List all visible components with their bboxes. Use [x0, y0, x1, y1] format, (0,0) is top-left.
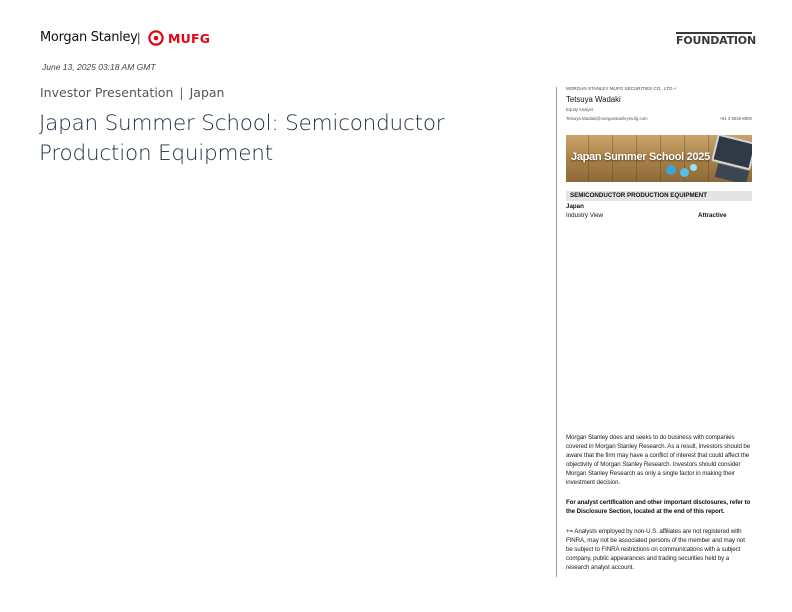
report-region: Japan: [189, 85, 225, 100]
disclosure-finra: += Analysts employed by non-U.S. affiliates are not registered with FINRA, may not be associated persons of the member and may not be subject to FINRA restrictions on communications with a subject company, public appearances and trading securities held by a research analyst account.: [566, 528, 745, 571]
mufg-logo-text: MUFG: [168, 31, 211, 46]
doc-type: Investor Presentation: [40, 85, 174, 100]
foundation-badge: [676, 32, 756, 47]
coverage-region: Japan: [566, 203, 584, 210]
report-title: Japan Summer School: Semiconductor Production Equipment: [39, 111, 445, 166]
logo-separator: |: [137, 30, 141, 45]
coverage-sector: SEMICONDUCTOR PRODUCTION EQUIPMENT: [566, 191, 752, 201]
analyst-email[interactable]: Tetsuya.Wadaki@morganstanleymufg.com: [566, 116, 648, 121]
analyst-role: Equity Analyst: [566, 107, 593, 112]
summer-school-banner: [566, 135, 752, 182]
mufg-logo-icon: [148, 30, 164, 46]
disclosure-certification: For analyst certification and other important disclosures, refer to the Disclosure Section, located at the end of this report.: [566, 499, 751, 515]
foundation-label: FOUNDATION: [676, 34, 756, 47]
industry-view-value: Attractive: [698, 212, 727, 219]
analyst-phone: +81 3 6836-8890: [719, 116, 752, 121]
analyst-name: Tetsuya Wadaki: [566, 95, 621, 104]
industry-view-label: Industry View: [566, 212, 604, 219]
disclosure-conflict: Morgan Stanley does and seeks to do business with companies covered in Morgan Stanley Research. As a result, investors should be aware that the firm may have a conflict of interest that could affect the objectivity of Morgan Stanley Research. Investors should consider Morgan Stanley Research as only a single factor in making their investment decision.: [566, 434, 751, 486]
report-kicker: [40, 85, 224, 100]
kicker-separator: |: [179, 85, 184, 100]
analyst-firm: MORGAN STANLEY MUFG SECURITIES CO., LTD.+: [566, 86, 677, 91]
publish-date: June 13, 2025 03:18 AM GMT: [42, 62, 156, 72]
sidebar-divider: [556, 87, 557, 577]
morgan-stanley-logo: Morgan Stanley: [40, 30, 138, 45]
banner-title: Japan Summer School 2025: [571, 151, 710, 163]
